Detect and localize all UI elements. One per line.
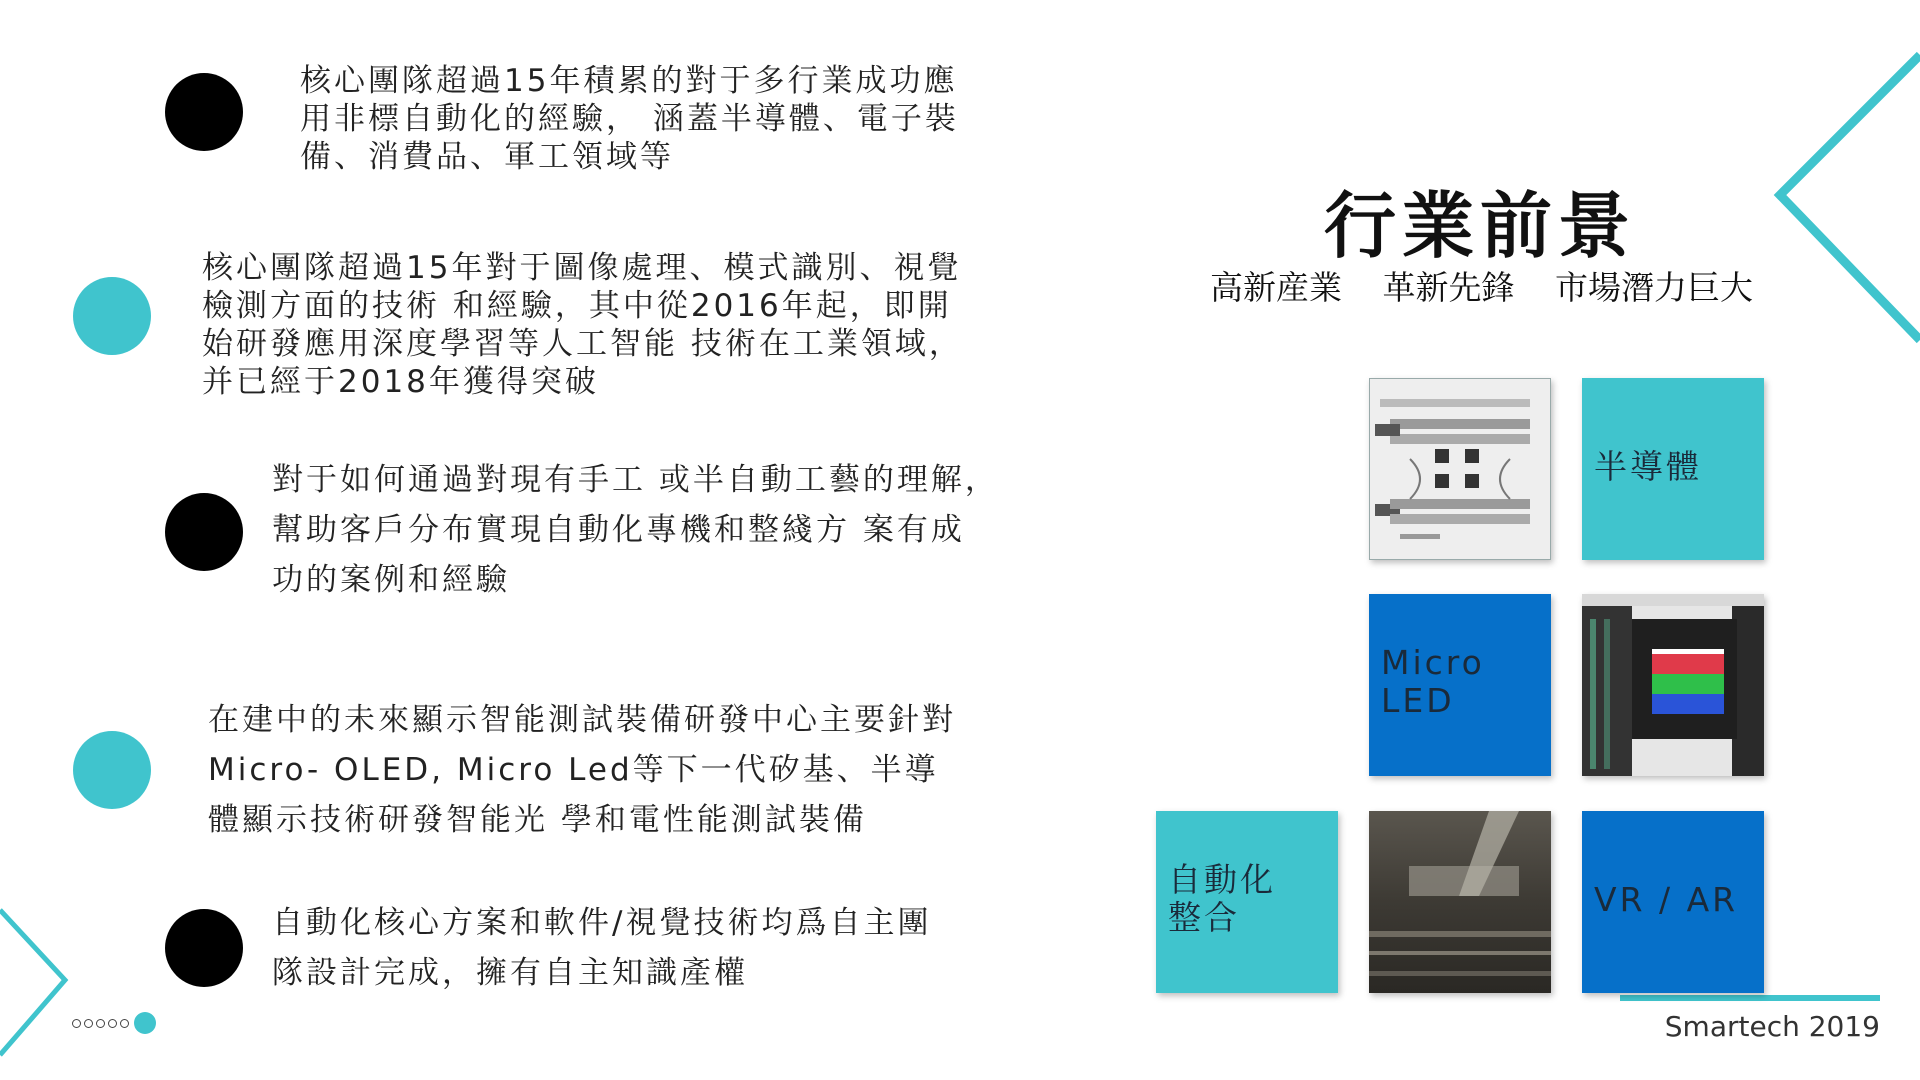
tag-innovation: 革新先鋒 <box>1382 268 1515 307</box>
display-tester-image-tile <box>1582 594 1764 776</box>
bottom-accent-line <box>1620 995 1880 1001</box>
semiconductor-label: 半導體 <box>1594 447 1702 486</box>
bottom-left-chevron-decoration <box>0 905 80 1065</box>
pager-dot[interactable] <box>108 1019 117 1028</box>
pager-dot[interactable] <box>96 1019 105 1028</box>
equipment-photo-tile <box>1369 811 1551 993</box>
pager-dot[interactable] <box>84 1019 93 1028</box>
micro-led-tile <box>1369 594 1551 776</box>
bullet-dot-5 <box>165 909 243 987</box>
footer-brand: Smartech 2019 <box>1664 1010 1880 1043</box>
micro-led-label: Micro LED <box>1381 643 1485 720</box>
tag-market-potential: 市場潛力巨大 <box>1555 268 1753 307</box>
pager-dot-active[interactable] <box>134 1012 156 1034</box>
equipment-photo <box>1369 811 1551 993</box>
vr-ar-tile <box>1582 811 1764 993</box>
automation-integration-label: 自動化 整合 <box>1168 860 1276 937</box>
bullet-dot-3 <box>165 493 243 571</box>
bullet-text-4: 在建中的未來顯示智能測試裝備研發中心主要針對 Micro- OLED, Micro Led等下一代矽基、半導 體顯示技術研發智能光 學和電性能測試裝備 <box>208 702 956 838</box>
slide-pager <box>72 1012 156 1034</box>
bullet-text-1: 核心團隊超過15年積累的對于多行業成功應 用非標自動化的經驗， 涵蓋半導體、電子裝 備、消費品、軍工領域等 <box>300 63 959 175</box>
subtitle-tags <box>1210 262 1783 309</box>
vr-ar-label: VR / AR <box>1594 880 1739 919</box>
page-title: 行業前景 <box>1323 184 1636 268</box>
display-tester-image <box>1582 594 1764 776</box>
bullet-text-3: 對于如何通過對現有手工 或半自動工藝的理解， 幫助客戶分布實現自動化專機和整綫方 案有成 功的案例和經驗 <box>272 462 999 598</box>
schematic-image-tile <box>1369 378 1551 560</box>
bullet-text-5: 自動化核心方案和軟件/視覺技術均爲自主團 隊設計完成，擁有自主知識產權 <box>272 905 932 991</box>
automation-integration-tile <box>1156 811 1338 993</box>
bullet-dot-1 <box>165 73 243 151</box>
top-right-chevron-decoration <box>1760 40 1920 360</box>
tag-high-tech: 高新産業 <box>1210 268 1342 307</box>
bullet-dot-4 <box>73 731 151 809</box>
schematic-image <box>1370 379 1550 559</box>
bullet-text-2: 核心團隊超過15年對于圖像處理、模式識別、視覺 檢測方面的技術 和經驗，其中從2016年起，即開 始研發應用深度學習等人工智能 技術在工業領域， 并已經于2018年獲得突破 <box>202 250 963 400</box>
pager-dot[interactable] <box>72 1019 81 1028</box>
pager-dot[interactable] <box>120 1019 129 1028</box>
bullet-dot-2 <box>73 277 151 355</box>
semiconductor-tile <box>1582 378 1764 560</box>
